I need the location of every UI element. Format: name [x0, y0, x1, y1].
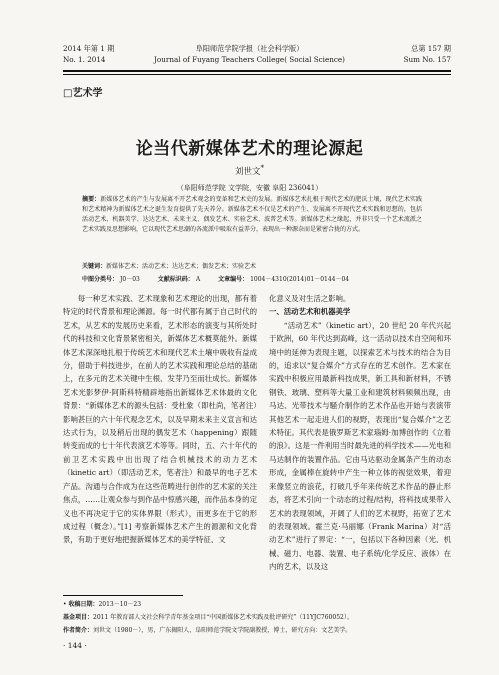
- author-info-text: 刘世文（1980－），男，广东揭阳人，阜阳师范学院文学院副教授，博士，研究方向：文艺美学。: [93, 627, 352, 634]
- paper-title: 论当代新媒体艺术的理论源起: [135, 139, 364, 159]
- art-group: [218, 276, 349, 283]
- footnote-fund: [63, 613, 451, 622]
- issue-en: No. 1. 2014: [63, 55, 106, 64]
- clc-value: J0－03: [120, 276, 140, 283]
- section-heading-1: 一、活动艺术和机器美学: [269, 307, 351, 317]
- footnote-author: [63, 626, 451, 635]
- art-label: 文章编号：: [218, 276, 249, 283]
- right-paragraph-1: “活动艺术”（kinetic art），20 世纪 20 年代兴起于欧洲，60 年代达到高峰，这一活动以技术自空间和环境中的延伸为表现主题，以探索艺术与技术的结合为目的，追求以“复合媒介”方式存在的艺术创作。艺术家在实践中积极应用最新科技成果，新工具和新材料，不锈钢铁、玻璃、塑料等大量工业和建筑材料频频出现，由马达、光带技术与騒介制作的艺术作品也开始与表演带其他艺术一起走进人们的视野，表现出“复合媒介”之艺术特征。其代表是俄罗斯艺术家瑙姆·加博创作的《立着的浪》。这是一件利用当时最先进的科学技术——光电和马达制作的装置作品。它由马达驱动金属条产生的动态形成，金属棒在旋转中产生一种立体的视觉效果，着迎来像竖立的浪花，打破几乎年来传统艺术作品的静止形态，将艺术引向一个动态的过程/结构，将科技成果带入艺术的表现领域，开阔了人们的艺术视野，拓宽了艺术的表现领域。霍兰克·马丽娜（Frank Marina）对“活动艺术”进行了界定：“一，包括以下各种因素（光、机械、磁力、电器、装置、电子系统/化学反应、液体）在内的艺术，以及这: [269, 320, 451, 572]
- classification-line: [82, 275, 442, 285]
- abstract-label: 摘要：: [82, 196, 101, 203]
- received-label: 收稿日期：: [68, 601, 99, 608]
- journal-en: Journal of Fuyang Teachers College( Social Science): [154, 55, 345, 64]
- column-tag: □艺术学: [63, 88, 103, 99]
- total-en: Sum No. 157: [403, 55, 451, 64]
- keywords-label: 关键词：: [82, 263, 107, 270]
- abstract-text: 新媒体艺术的产生与发展离不开艺术观念的变革和艺术史的发展。新媒体艺术扎根于现代艺术的肥沃土壤，现代艺术实践和艺术精神为新媒体艺术之诞生发育提供了先天养分。新媒体艺术不仅是艺术的产生、发展离不开现代艺术实践和思想的，包括活动艺术、机器美学、达达艺术、未来主义、偶发艺术、实验艺术、波普艺术等。新媒体艺术之缘起，并非只受一个艺术流派之艺术实践及思想影响，它以现代艺术思潮的各流派中吸取有益养分，表现出一种源杂而是紧密合拢的方式。: [82, 196, 422, 233]
- page-number: · 144 ·: [63, 641, 87, 650]
- doc-group: [158, 276, 200, 283]
- art-value: 1004－4310(2014)01－0144－04: [250, 276, 350, 283]
- affiliation: （阜阳师范学院 文学院，安徽 阜阳 236041）: [176, 184, 323, 192]
- footnote-received: [63, 600, 451, 609]
- header-total: [404, 43, 451, 65]
- abstract: [82, 195, 422, 235]
- right-paragraph-continued: 化意义及对生活之影响。: [269, 294, 351, 303]
- fund-label: 基金项目：: [63, 614, 94, 621]
- total-cn: 总第 157 期: [411, 44, 451, 53]
- doc-value: A: [195, 276, 201, 283]
- body-right-column: [269, 292, 451, 574]
- keywords-text: 新媒体艺术；活动艺术；达达艺术；偶发艺术；实验艺术: [106, 263, 257, 270]
- footnote-bullet: •: [63, 601, 67, 608]
- author-name: 刘世文: [234, 166, 261, 177]
- author-mark: *: [260, 163, 265, 172]
- doc-label: 文献标识码：: [157, 276, 194, 283]
- clc-group: [82, 276, 140, 283]
- fund-text: 2011 年教育部人文社会科学青年基金项目“中国新媒体艺术实践及批评研究”（11YJC760052）。: [93, 614, 353, 621]
- header-rule-thick: [63, 70, 451, 72]
- clc-label: 中图分类号：: [82, 276, 119, 283]
- received-date: 2013－10－23: [98, 601, 142, 608]
- author-line: [0, 163, 499, 177]
- keywords: [82, 262, 422, 272]
- body-left-column: [63, 292, 257, 547]
- journal-cn: 阜阳师范学院学报（社会科学版）: [195, 44, 304, 53]
- issue-cn: 2014 年第 1 期: [63, 44, 115, 53]
- header-rule-thin: [63, 74, 451, 75]
- left-paragraph-1: 每一种艺术实践、艺术现象和艺术理论的出现，都有着特定的时代背景和理论渊源。每一时代都有属于自己时代的艺术，从艺术的发展历史来看，艺术形态的演变与其所处时代的科技和文化背景紧密相关，新媒体艺术概莫能外。新媒体艺术深深地扎根于传统艺术和现代艺术土壤中吸收有益成分，借助于科技进步，在前人的艺术实践和理论总结的基础上，在多元的艺术关键中生根、发芽乃至而壮成长。新媒体艺术光影梦伊·阿斯科特精辟地指出新媒体艺术体最的文化背景：“新媒体艺术的源头包括：受杜象（即杜尚，笔者注）影响甚巨的六十年代观念艺术，以及早期未来主义宣言和达达式行为，以及稍后出现的偶发艺术（happening）跟随转变而成的七十年代表演艺术等等。同时，五、六十年代的前卫艺术实践中出出现了结合机械技术的动力艺术（kinetic art）（即活动艺术，笔者注）和最早的电子艺术产品。沟通与合作成为在这些范畴进行创作的艺术家的关注焦点，……让观众参与到作品中惊感兴趣，而作品本身的定义也不再决定于它的实体界限（形式），而更多在于它的形成过程（概念）。”[1] 考察新媒体艺术产生的源源和文化背景，有助于更好地把握新媒体艺术的美学特征、文: [63, 294, 257, 545]
- footnote-rule: [63, 595, 183, 596]
- author-info-label: 作者简介：: [63, 627, 94, 634]
